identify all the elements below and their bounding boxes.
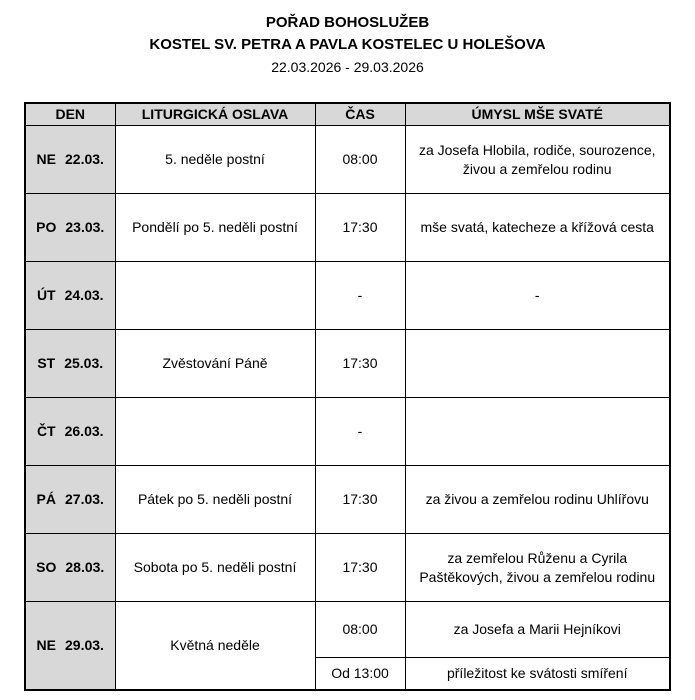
celebration-cell: Sobota po 5. neděli postní	[115, 534, 315, 602]
celebration-cell	[115, 398, 315, 466]
table-row	[25, 262, 670, 330]
celebration-cell: Květná neděle	[115, 602, 315, 690]
day-cell	[25, 398, 115, 466]
celebration-cell: Pondělí po 5. neděli postní	[115, 194, 315, 262]
day-date: 23.03.	[65, 219, 105, 235]
time-cell-secondary: Od 13:00	[315, 658, 405, 690]
intention-cell: -	[405, 262, 670, 330]
time-cell: 17:30	[315, 534, 405, 602]
time-cell: 17:30	[315, 466, 405, 534]
day-date: 29.03.	[65, 636, 104, 653]
celebration-cell: Pátek po 5. neděli postní	[115, 466, 315, 534]
day-abbr: ÚT	[36, 287, 56, 303]
day-abbr: SO	[36, 559, 57, 575]
col-header-cas: ČAS	[315, 103, 405, 126]
intention-cell: za zemřelou Růženu a Cyrila Paštěkových, živou a zemřelou rodinu	[405, 534, 670, 602]
time-cell: 17:30	[315, 330, 405, 398]
intention-cell	[405, 330, 670, 398]
day-abbr: PO	[36, 219, 57, 235]
celebration-cell	[115, 262, 315, 330]
celebration-cell: Zvěstování Páně	[115, 330, 315, 398]
day-cell	[25, 330, 115, 398]
day-date: 28.03.	[65, 559, 105, 575]
date-range: 22.03.2026 - 29.03.2026	[271, 59, 424, 75]
schedule-table	[24, 102, 671, 691]
table-header-row	[25, 103, 670, 126]
table-row	[25, 126, 670, 194]
celebration-cell: 5. neděle postní	[115, 126, 315, 194]
time-cell: 17:30	[315, 194, 405, 262]
page-subtitle: KOSTEL SV. PETRA A PAVLA KOSTELEC U HOLEŠOVA	[149, 36, 546, 53]
day-abbr: NE	[36, 151, 56, 167]
day-cell	[25, 194, 115, 262]
table-row	[25, 534, 670, 602]
day-abbr: ČT	[36, 423, 56, 439]
intention-cell	[405, 398, 670, 466]
day-date: 26.03.	[64, 423, 104, 439]
day-date: 25.03.	[64, 355, 104, 371]
intention-cell: mše svatá, katecheze a křížová cesta	[405, 194, 670, 262]
day-date: 27.03.	[65, 491, 104, 507]
day-abbr: NE	[36, 636, 56, 653]
day-cell	[25, 262, 115, 330]
table-row	[25, 194, 670, 262]
time-cell: 08:00	[315, 602, 405, 658]
time-cell: -	[315, 262, 405, 330]
day-cell	[25, 126, 115, 194]
day-abbr: PÁ	[36, 491, 56, 507]
table-row	[25, 466, 670, 534]
day-abbr: ST	[37, 355, 56, 371]
time-cell: -	[315, 398, 405, 466]
day-cell	[25, 534, 115, 602]
day-cell	[25, 466, 115, 534]
document-header	[0, 0, 695, 78]
table-row	[25, 602, 670, 658]
day-cell	[25, 602, 115, 690]
day-date: 22.03.	[65, 151, 104, 167]
intention-cell-secondary: příležitost ke svátosti smíření	[405, 658, 670, 690]
col-header-liturgicka-oslava: LITURGICKÁ OSLAVA	[115, 103, 315, 126]
intention-cell: za Josefa Hlobila, rodiče, sourozence, živou a zemřelou rodinu	[405, 126, 670, 194]
day-date: 24.03.	[64, 287, 104, 303]
intention-cell: za Josefa a Marii Hejníkovi	[405, 602, 670, 658]
table-row	[25, 398, 670, 466]
col-header-umysl: ÚMYSL MŠE SVATÉ	[405, 103, 670, 126]
col-header-den: DEN	[25, 103, 115, 126]
intention-cell: za živou a zemřelou rodinu Uhlířovu	[405, 466, 670, 534]
time-cell: 08:00	[315, 126, 405, 194]
page-title: POŘAD BOHOSLUŽEB	[265, 14, 430, 31]
table-row	[25, 330, 670, 398]
